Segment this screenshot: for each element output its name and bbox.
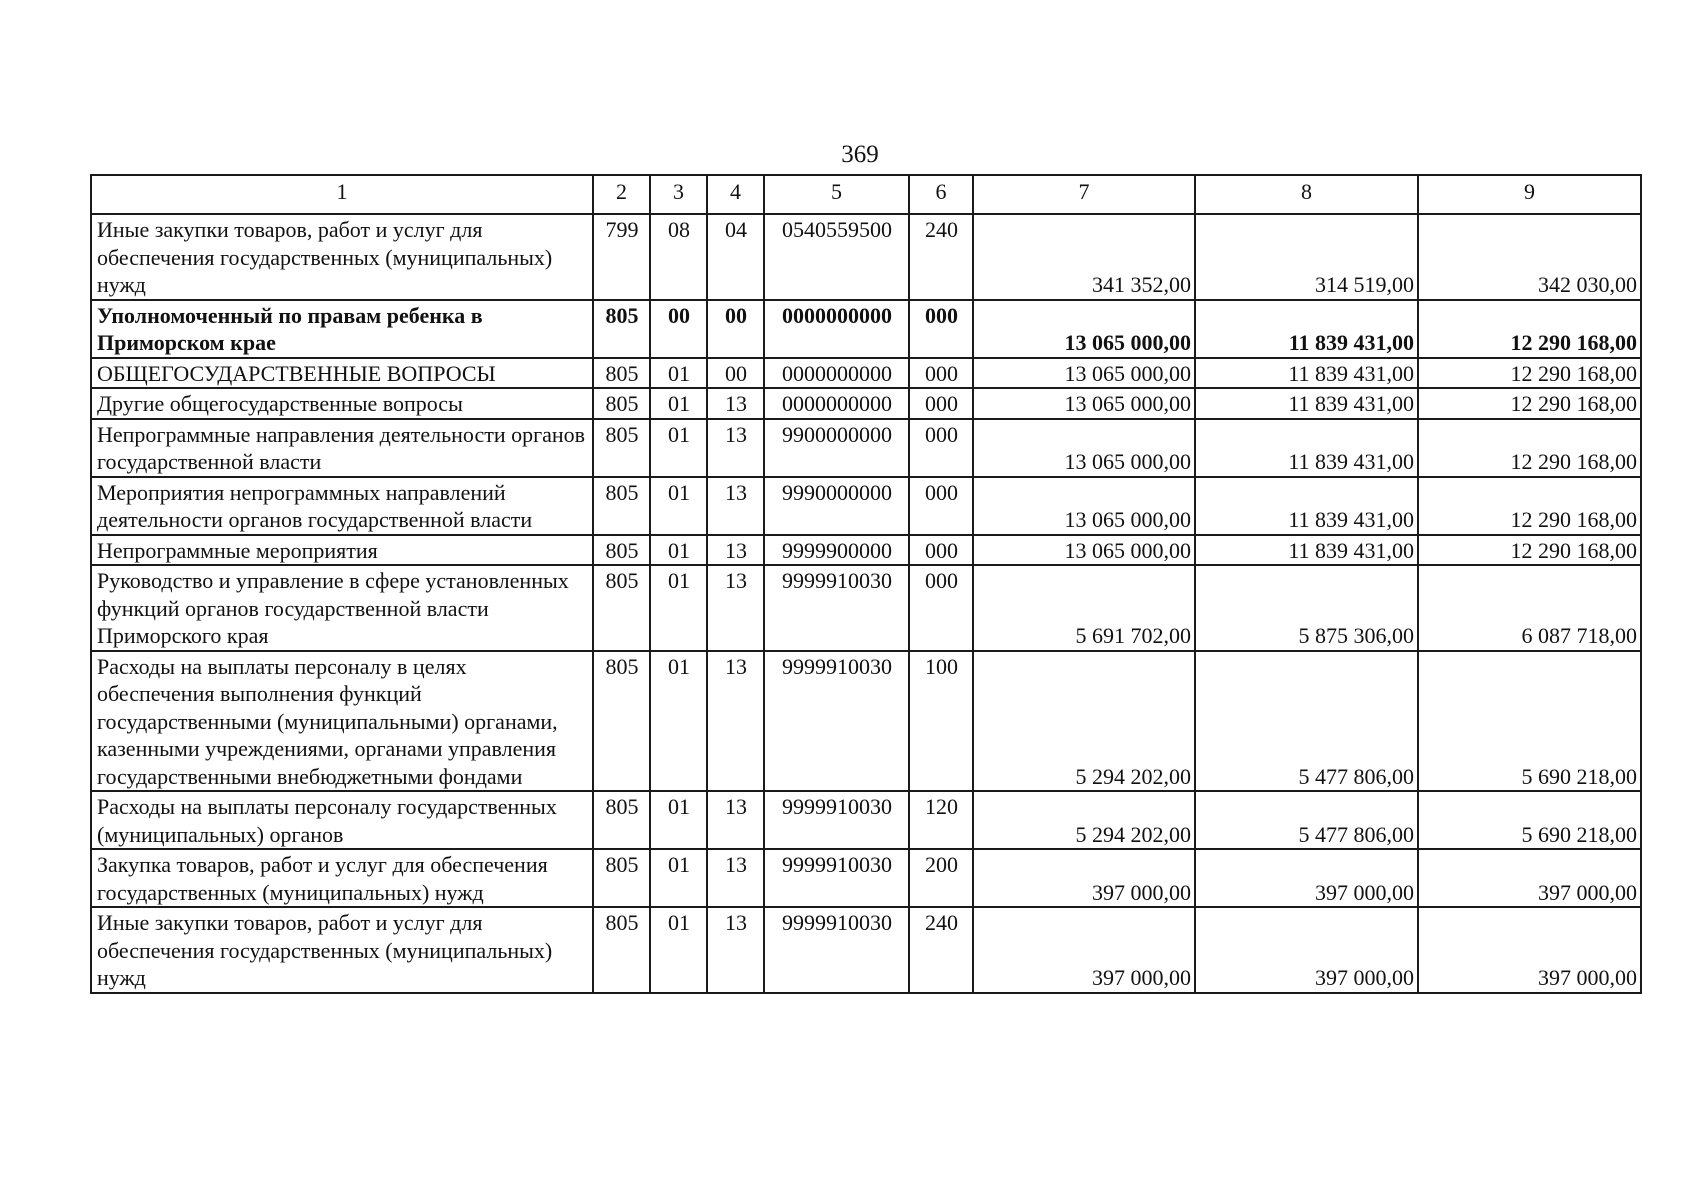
code-cell: 0000000000 [764,300,909,358]
code-cell: 805 [593,651,650,792]
amount-cell: 5 294 202,00 [973,651,1195,792]
code-cell: 01 [650,477,707,535]
code-cell: 00 [650,300,707,358]
code-cell: 000 [909,388,973,419]
amount-cell: 12 290 168,00 [1418,300,1641,358]
amount-cell: 13 065 000,00 [973,419,1195,477]
amount-cell: 397 000,00 [1195,849,1418,907]
code-cell: 000 [909,419,973,477]
table-row [91,419,1641,477]
row-name-cell: Непрограммные направления деятельности органов государственной власти [91,419,593,477]
row-name-cell: Руководство и управление в сфере установленных функций органов государственной власти Приморского края [91,565,593,651]
code-cell: 01 [650,651,707,792]
code-cell: 01 [650,388,707,419]
code-cell: 01 [650,907,707,993]
code-cell: 0000000000 [764,388,909,419]
code-cell: 805 [593,565,650,651]
code-cell: 240 [909,214,973,300]
amount-cell: 13 065 000,00 [973,535,1195,566]
code-cell: 9999910030 [764,791,909,849]
header-cell: 4 [707,175,764,214]
amount-cell: 5 294 202,00 [973,791,1195,849]
code-cell: 13 [707,849,764,907]
code-cell: 08 [650,214,707,300]
page-number: 369 [841,141,879,168]
table-row [91,907,1641,993]
row-name-cell: Мероприятия непрограммных направлений деятельности органов государственной власти [91,477,593,535]
table-header-row [91,175,1641,214]
code-cell: 13 [707,535,764,566]
code-cell: 805 [593,907,650,993]
code-cell: 805 [593,477,650,535]
code-cell: 9990000000 [764,477,909,535]
code-cell: 13 [707,388,764,419]
amount-cell: 5 690 218,00 [1418,651,1641,792]
amount-cell: 11 839 431,00 [1195,419,1418,477]
amount-cell: 5 691 702,00 [973,565,1195,651]
amount-cell: 5 690 218,00 [1418,791,1641,849]
code-cell: 01 [650,535,707,566]
header-cell: 3 [650,175,707,214]
code-cell: 01 [650,849,707,907]
code-cell: 805 [593,388,650,419]
code-cell: 01 [650,358,707,389]
amount-cell: 13 065 000,00 [973,300,1195,358]
code-cell: 000 [909,358,973,389]
amount-cell: 397 000,00 [1418,907,1641,993]
table-row [91,651,1641,792]
code-cell: 01 [650,565,707,651]
code-cell: 120 [909,791,973,849]
header-cell: 5 [764,175,909,214]
row-name-cell: Непрограммные мероприятия [91,535,593,566]
code-cell: 000 [909,565,973,651]
amount-cell: 13 065 000,00 [973,477,1195,535]
table-row [91,791,1641,849]
row-name-cell: Расходы на выплаты персоналу в целях обеспечения выполнения функций государственными (муниципальными) органами, казенными учреждениями, органами управления государственными внебюджетными фондами [91,651,593,792]
code-cell: 9999910030 [764,907,909,993]
code-cell: 00 [707,300,764,358]
table-row [91,214,1641,300]
amount-cell: 397 000,00 [1418,849,1641,907]
code-cell: 799 [593,214,650,300]
table-row [91,358,1641,389]
row-name-cell: Иные закупки товаров, работ и услуг для обеспечения государственных (муниципальных) нужд [91,214,593,300]
code-cell: 00 [707,358,764,389]
code-cell: 13 [707,419,764,477]
budget-table [90,174,1642,994]
row-name-cell: ОБЩЕГОСУДАРСТВЕННЫЕ ВОПРОСЫ [91,358,593,389]
code-cell: 000 [909,477,973,535]
code-cell: 01 [650,419,707,477]
header-cell: 2 [593,175,650,214]
code-cell: 13 [707,565,764,651]
amount-cell: 11 839 431,00 [1195,535,1418,566]
amount-cell: 5 875 306,00 [1195,565,1418,651]
code-cell: 240 [909,907,973,993]
header-cell: 1 [91,175,593,214]
amount-cell: 314 519,00 [1195,214,1418,300]
amount-cell: 13 065 000,00 [973,358,1195,389]
amount-cell: 397 000,00 [973,849,1195,907]
table-row [91,535,1641,566]
code-cell: 13 [707,477,764,535]
row-name-cell: Уполномоченный по правам ребенка в Приморском крае [91,300,593,358]
code-cell: 000 [909,300,973,358]
code-cell: 805 [593,300,650,358]
amount-cell: 11 839 431,00 [1195,388,1418,419]
code-cell: 9900000000 [764,419,909,477]
code-cell: 0540559500 [764,214,909,300]
amount-cell: 397 000,00 [973,907,1195,993]
amount-cell: 12 290 168,00 [1418,535,1641,566]
code-cell: 9999910030 [764,565,909,651]
table-row [91,388,1641,419]
code-cell: 100 [909,651,973,792]
code-cell: 13 [707,907,764,993]
code-cell: 04 [707,214,764,300]
code-cell: 01 [650,791,707,849]
table-row [91,849,1641,907]
amount-cell: 12 290 168,00 [1418,477,1641,535]
code-cell: 805 [593,419,650,477]
row-name-cell: Закупка товаров, работ и услуг для обеспечения государственных (муниципальных) нужд [91,849,593,907]
table-row [91,300,1641,358]
code-cell: 0000000000 [764,358,909,389]
code-cell: 805 [593,849,650,907]
amount-cell: 397 000,00 [1195,907,1418,993]
amount-cell: 12 290 168,00 [1418,419,1641,477]
code-cell: 13 [707,791,764,849]
code-cell: 805 [593,791,650,849]
row-name-cell: Расходы на выплаты персоналу государственных (муниципальных) органов [91,791,593,849]
row-name-cell: Иные закупки товаров, работ и услуг для обеспечения государственных (муниципальных) нужд [91,907,593,993]
amount-cell: 12 290 168,00 [1418,388,1641,419]
amount-cell: 5 477 806,00 [1195,791,1418,849]
amount-cell: 6 087 718,00 [1418,565,1641,651]
table-row [91,565,1641,651]
amount-cell: 11 839 431,00 [1195,477,1418,535]
amount-cell: 341 352,00 [973,214,1195,300]
code-cell: 805 [593,358,650,389]
code-cell: 9999900000 [764,535,909,566]
code-cell: 000 [909,535,973,566]
code-cell: 200 [909,849,973,907]
table-row [91,477,1641,535]
amount-cell: 12 290 168,00 [1418,358,1641,389]
header-cell: 9 [1418,175,1641,214]
header-cell: 8 [1195,175,1418,214]
code-cell: 9999910030 [764,651,909,792]
amount-cell: 11 839 431,00 [1195,300,1418,358]
amount-cell: 5 477 806,00 [1195,651,1418,792]
row-name-cell: Другие общегосударственные вопросы [91,388,593,419]
amount-cell: 342 030,00 [1418,214,1641,300]
code-cell: 13 [707,651,764,792]
amount-cell: 13 065 000,00 [973,388,1195,419]
code-cell: 805 [593,535,650,566]
header-cell: 7 [973,175,1195,214]
code-cell: 9999910030 [764,849,909,907]
amount-cell: 11 839 431,00 [1195,358,1418,389]
header-cell: 6 [909,175,973,214]
